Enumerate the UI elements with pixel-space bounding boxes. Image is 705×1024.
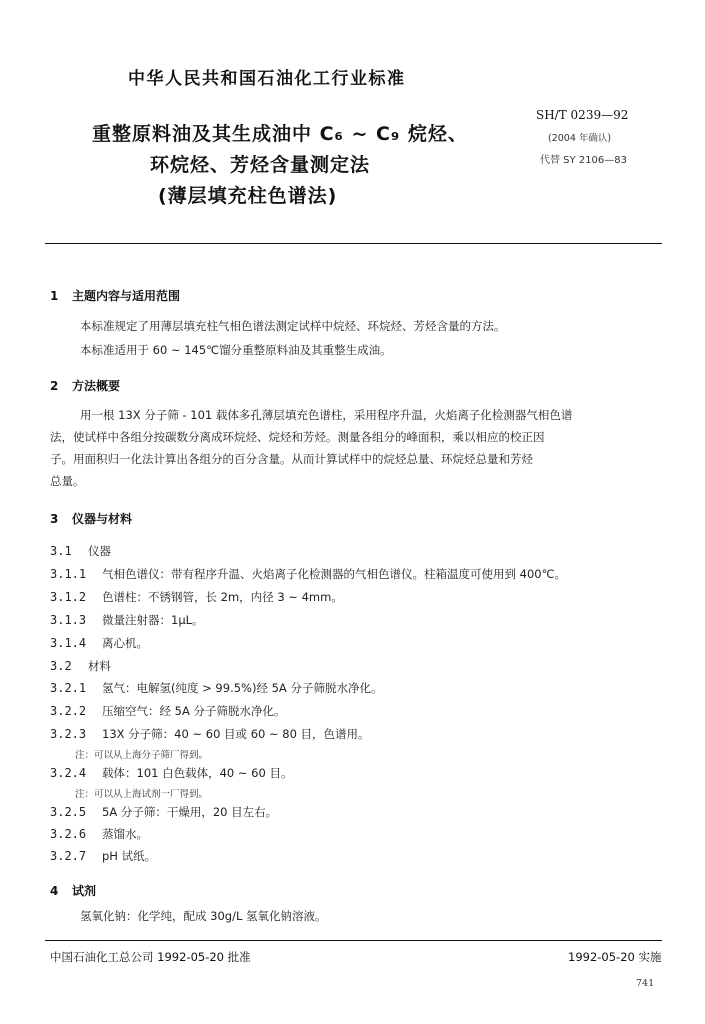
clause-text: 13X 分子筛：40 ~ 60 目或 60 ~ 80 目，色谱用。 xyxy=(102,727,370,741)
section-title: 主题内容与适用范围 xyxy=(72,289,181,303)
industry-standard-heading: 中华人民共和国石油化工行业标准 xyxy=(128,69,406,89)
section-2-heading xyxy=(50,377,120,394)
clause-text: pH 试纸。 xyxy=(102,849,157,863)
clause-3-1-1 xyxy=(50,566,566,582)
approval-date: 中国石油化工总公司 1992-05-20 批准 xyxy=(50,950,251,964)
section-1-paragraph-1: 本标准规定了用薄层填充柱气相色谱法测定试样中烷烃、环烷烃、芳烃含量的方法。 xyxy=(80,319,506,333)
header-divider xyxy=(45,243,662,244)
clause-number: 3.1 xyxy=(50,544,72,558)
clause-text: 材料 xyxy=(88,659,111,673)
implementation-date: 1992-05-20 实施 xyxy=(568,950,662,964)
section-1-heading xyxy=(50,287,180,304)
clause-number: 3.1.4 xyxy=(50,636,87,650)
clause-text: 微量注射器：1μL。 xyxy=(102,613,204,627)
clause-text: 氢气：电解氢(纯度 > 99.5%)经 5A 分子筛脱水净化。 xyxy=(102,681,383,695)
clause-3-1-3 xyxy=(50,612,204,628)
section-number: 4 xyxy=(50,884,59,898)
section-4-paragraph: 氢氧化钠：化学纯，配成 30g/L 氢氧化钠溶液。 xyxy=(80,909,327,923)
section-1-paragraph-2: 本标准适用于 60 ~ 145℃馏分重整原料油及其重整生成油。 xyxy=(80,343,392,357)
section-2-line-3: 子。用面积归一化法计算出各组分的百分含量。从而计算试样中的烷烃总量、环烷烃总量和芳烃 xyxy=(50,452,533,466)
clause-3-2-6 xyxy=(50,826,148,842)
title-line-3: (薄层填充柱色谱法) xyxy=(158,185,338,207)
clause-text: 仪器 xyxy=(88,544,111,558)
clause-number: 3.2.3 xyxy=(50,727,87,741)
clause-number: 3.1.3 xyxy=(50,613,87,627)
section-title: 试剂 xyxy=(72,884,97,898)
clause-text: 离心机。 xyxy=(102,636,148,650)
clause-number: 3.2.6 xyxy=(50,827,87,841)
note-3-2-4: 注：可以从上海试剂一厂得到。 xyxy=(75,789,209,800)
clause-text: 5A 分子筛：干燥用，20 目左右。 xyxy=(102,805,278,819)
clause-3-1-2 xyxy=(50,589,343,605)
clause-3-1 xyxy=(50,543,111,559)
section-2-line-1: 用一根 13X 分子筛 - 101 载体多孔薄层填充色谱柱，采用程序升温，火焰离子化检测器气相色谱 xyxy=(80,408,573,422)
title-line-2: 环烷烃、芳烃含量测定法 xyxy=(150,154,371,176)
clause-text: 蒸馏水。 xyxy=(102,827,148,841)
note-3-2-3: 注：可以从上海分子筛厂得到。 xyxy=(75,750,209,761)
clause-text: 色谱柱：不锈钢管，长 2m，内径 3 ~ 4mm。 xyxy=(102,590,343,604)
clause-number: 3.2.7 xyxy=(50,849,87,863)
clause-number: 3.2 xyxy=(50,659,72,673)
clause-number: 3.2.1 xyxy=(50,681,87,695)
confirmation-year: (2004 年确认) xyxy=(548,133,612,144)
section-number: 3 xyxy=(50,512,59,526)
clause-3-2-2 xyxy=(50,703,286,719)
footer-divider xyxy=(45,940,662,941)
clause-number: 3.2.5 xyxy=(50,805,87,819)
section-2-line-2: 法，使试样中各组分按碳数分离成环烷烃、烷烃和芳烃。测量各组分的峰面积，乘以相应的校正因 xyxy=(50,430,545,444)
clause-text: 压缩空气：经 5A 分子筛脱水净化。 xyxy=(102,704,286,718)
section-number: 1 xyxy=(50,289,59,303)
clause-number: 3.2.2 xyxy=(50,704,87,718)
title-line-1: 重整原料油及其生成油中 C₆ ~ C₉ 烷烃、 xyxy=(92,123,468,145)
section-title: 仪器与材料 xyxy=(72,512,133,526)
section-3-heading xyxy=(50,510,132,527)
replaces-standard: 代替 SY 2106—83 xyxy=(540,155,627,166)
clause-3-2-5 xyxy=(50,804,277,820)
clause-3-1-4 xyxy=(50,635,148,651)
page-number: 741 xyxy=(636,978,655,989)
clause-3-2-1 xyxy=(50,680,382,696)
clause-3-2-3 xyxy=(50,726,370,742)
clause-text: 载体：101 白色载体，40 ~ 60 目。 xyxy=(102,766,293,780)
clause-3-2-7 xyxy=(50,848,156,864)
section-title: 方法概要 xyxy=(72,379,121,393)
clause-number: 3.1.2 xyxy=(50,590,87,604)
section-2-line-4: 总量。 xyxy=(50,474,85,488)
clause-3-2-4 xyxy=(50,765,292,781)
section-4-heading xyxy=(50,882,96,899)
clause-text: 气相色谱仪：带有程序升温、火焰离子化检测器的气相色谱仪。柱箱温度可使用到 400℃。 xyxy=(102,567,567,581)
section-number: 2 xyxy=(50,379,59,393)
clause-number: 3.2.4 xyxy=(50,766,87,780)
clause-3-2 xyxy=(50,658,111,674)
clause-number: 3.1.1 xyxy=(50,567,87,581)
standard-code: SH/T 0239—92 xyxy=(536,108,629,122)
